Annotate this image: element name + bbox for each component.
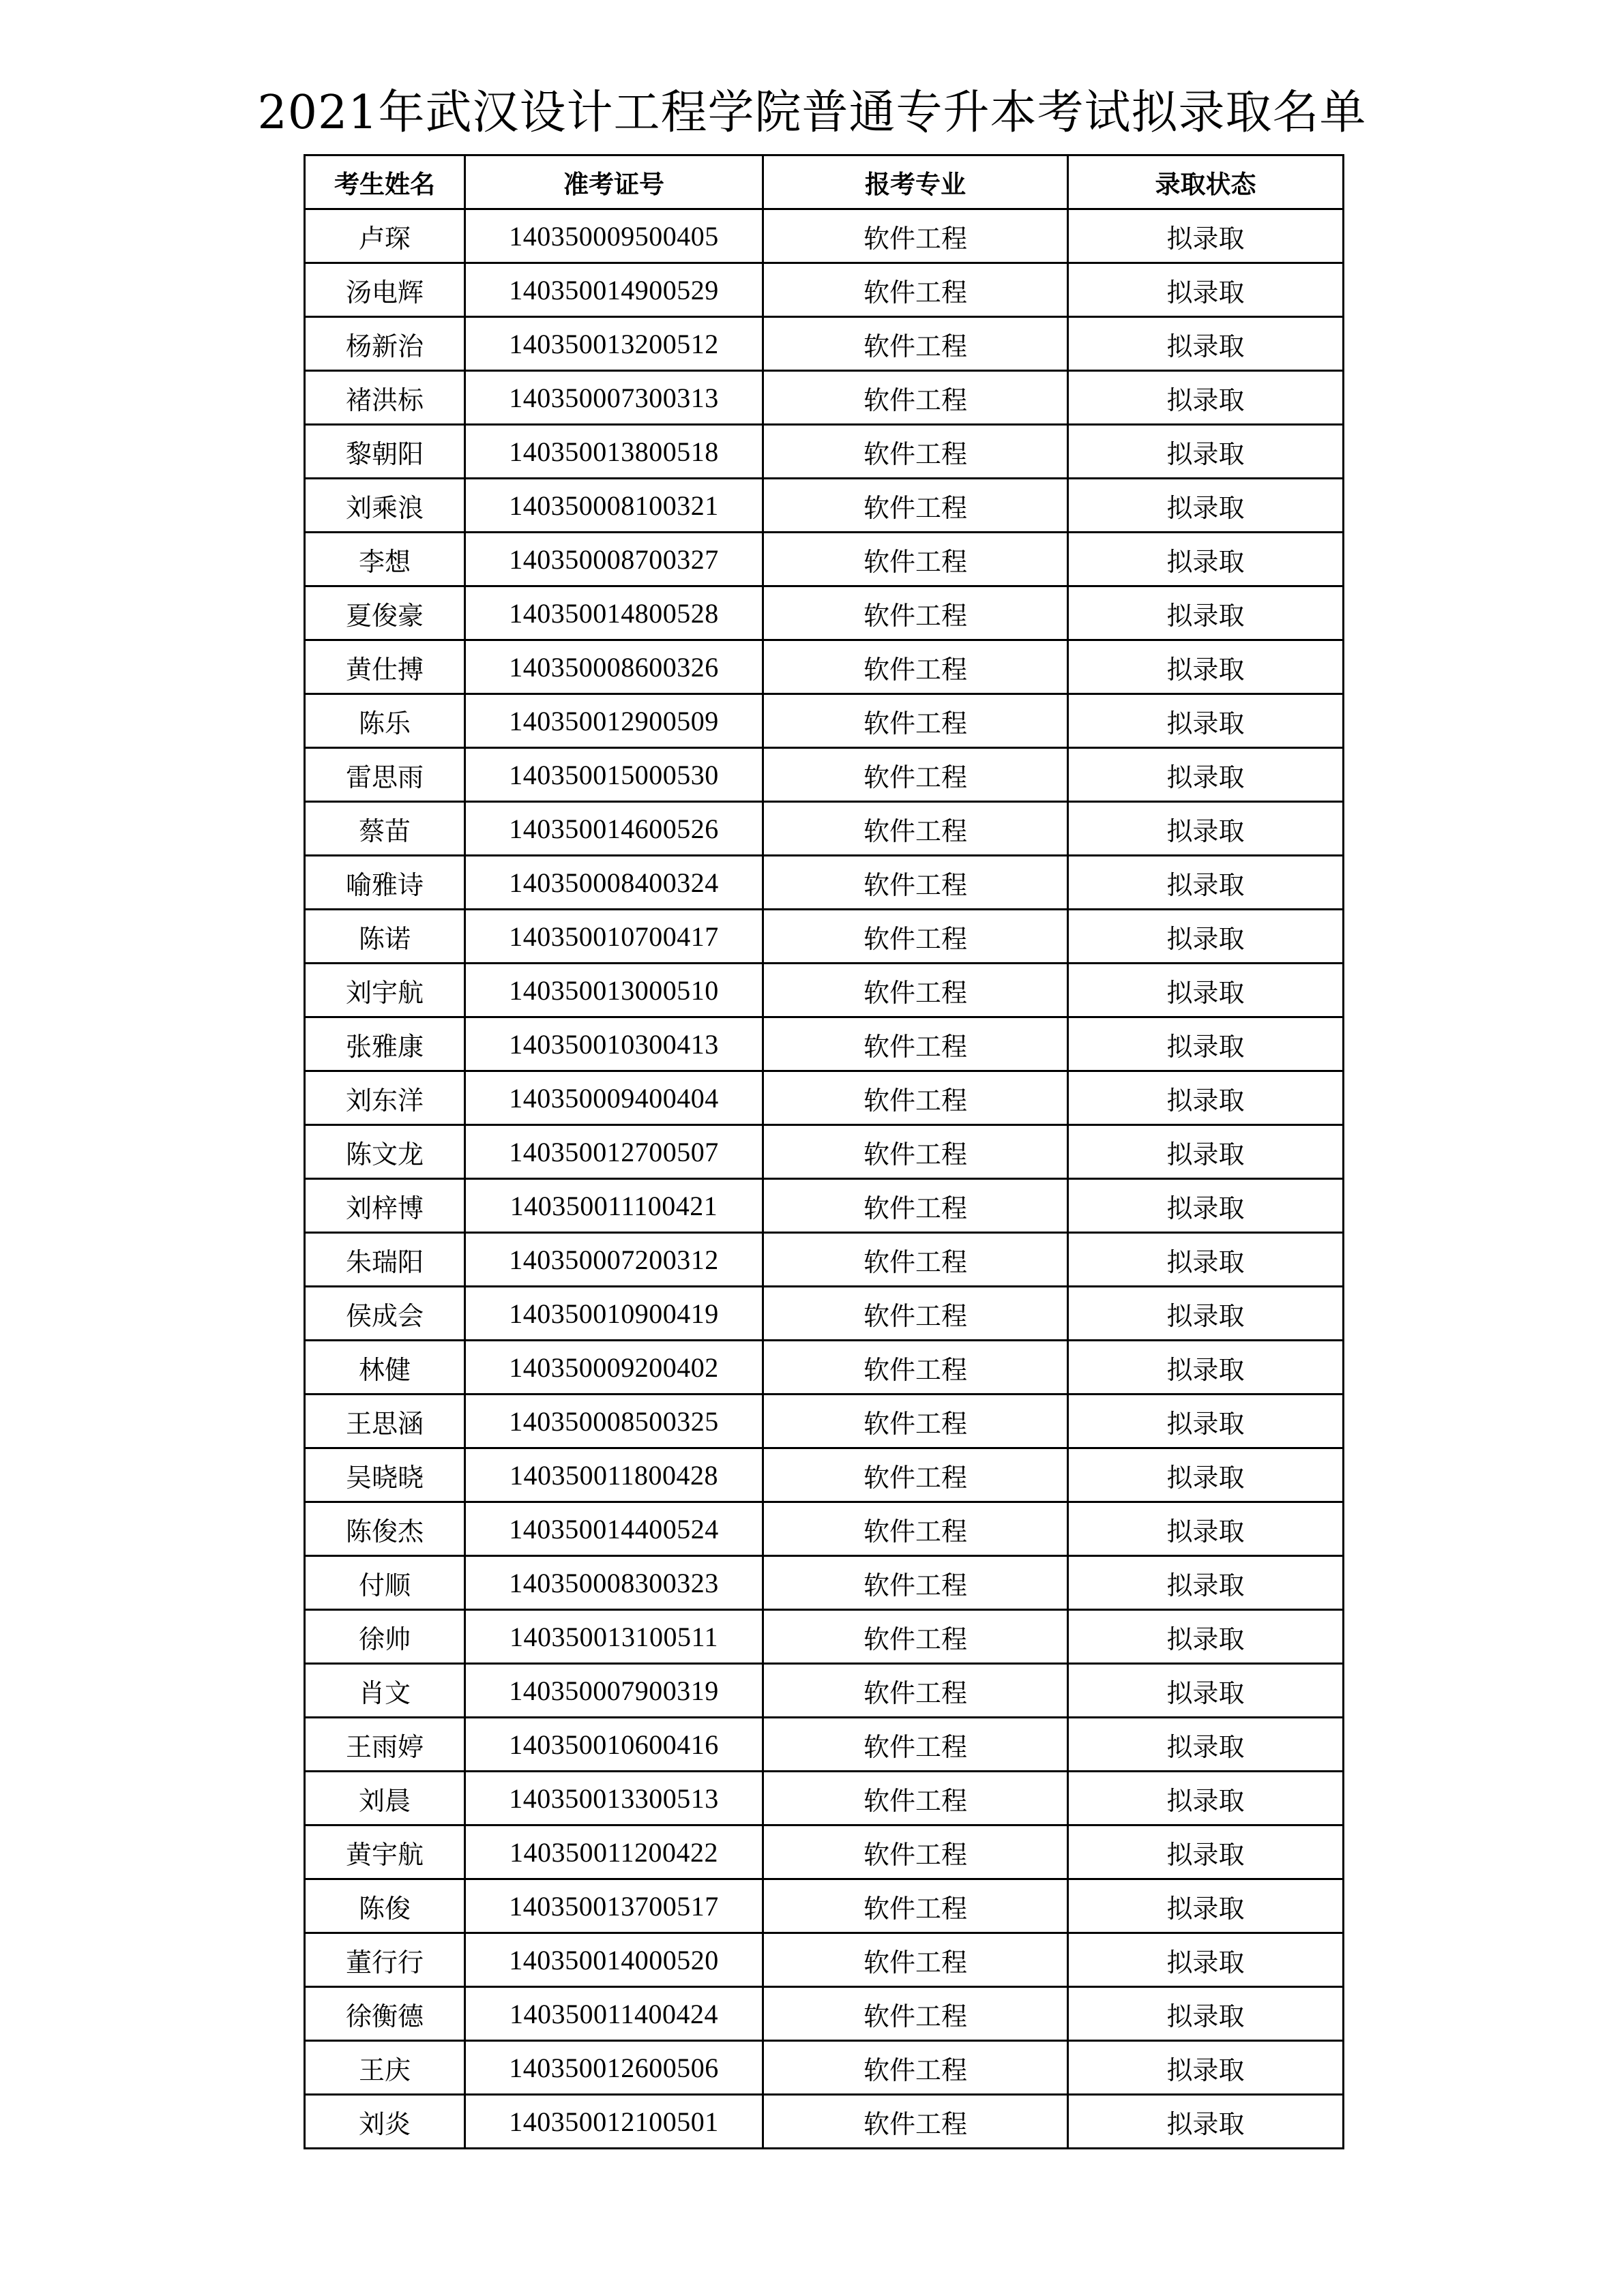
cell-name: 吴晓晓 [305,1448,465,1502]
table-row [305,371,1344,425]
cell-exam-id: 140350010900419 [465,1287,763,1341]
cell-major: 软件工程 [763,1718,1068,1772]
cell-major: 软件工程 [763,1341,1068,1395]
table-row [305,586,1344,640]
table-row [305,802,1344,856]
table-row [305,1502,1344,1556]
cell-major: 软件工程 [763,964,1068,1017]
cell-exam-id: 140350010300413 [465,1017,763,1071]
cell-status: 拟录取 [1068,1448,1344,1502]
cell-status: 拟录取 [1068,533,1344,586]
admission-table [304,154,1344,2149]
table-row [305,1448,1344,1502]
cell-status: 拟录取 [1068,694,1344,748]
cell-exam-id: 140350008100321 [465,479,763,533]
cell-name: 陈诺 [305,910,465,964]
cell-status: 拟录取 [1068,1825,1344,1879]
cell-name: 刘炎 [305,2095,465,2149]
cell-major: 软件工程 [763,1502,1068,1556]
column-header-major: 报考专业 [763,155,1068,209]
cell-major: 软件工程 [763,1825,1068,1879]
cell-name: 褚洪标 [305,371,465,425]
cell-major: 软件工程 [763,425,1068,479]
cell-exam-id: 140350011800428 [465,1448,763,1502]
cell-status: 拟录取 [1068,910,1344,964]
header-row [305,155,1344,209]
cell-name: 刘梓博 [305,1179,465,1233]
table-row [305,1341,1344,1395]
table-row [305,479,1344,533]
cell-exam-id: 140350013100511 [465,1610,763,1664]
cell-name: 刘乘浪 [305,479,465,533]
cell-status: 拟录取 [1068,748,1344,802]
cell-major: 软件工程 [763,856,1068,910]
cell-status: 拟录取 [1068,2041,1344,2095]
cell-status: 拟录取 [1068,317,1344,371]
cell-exam-id: 140350012100501 [465,2095,763,2149]
cell-major: 软件工程 [763,694,1068,748]
table-row [305,910,1344,964]
cell-name: 夏俊豪 [305,586,465,640]
table-row [305,1287,1344,1341]
table-row [305,209,1344,263]
cell-status: 拟录取 [1068,1664,1344,1718]
cell-status: 拟录取 [1068,1879,1344,1933]
cell-major: 软件工程 [763,1879,1068,1933]
cell-name: 陈俊杰 [305,1502,465,1556]
cell-name: 朱瑞阳 [305,1233,465,1287]
cell-name: 付顺 [305,1556,465,1610]
cell-status: 拟录取 [1068,1341,1344,1395]
cell-major: 软件工程 [763,1933,1068,1987]
table-row [305,1233,1344,1287]
cell-exam-id: 140350014900529 [465,263,763,317]
cell-major: 软件工程 [763,910,1068,964]
cell-status: 拟录取 [1068,479,1344,533]
table-row [305,2041,1344,2095]
table-header [305,155,1344,209]
cell-exam-id: 140350014800528 [465,586,763,640]
table-row [305,1664,1344,1718]
page-title: 2021年武汉设计工程学院普通专升本考试拟录取名单 [257,86,1367,140]
table-row [305,317,1344,371]
cell-major: 软件工程 [763,1556,1068,1610]
cell-exam-id: 140350009200402 [465,1341,763,1395]
table-row [305,1879,1344,1933]
cell-exam-id: 140350015000530 [465,748,763,802]
table-row [305,2095,1344,2149]
table-row [305,263,1344,317]
table-row [305,425,1344,479]
table-row [305,1718,1344,1772]
cell-exam-id: 140350011100421 [465,1179,763,1233]
column-header-exam-id: 准考证号 [465,155,763,209]
table-row [305,640,1344,694]
cell-name: 刘晨 [305,1772,465,1825]
cell-major: 软件工程 [763,1772,1068,1825]
table-row [305,1556,1344,1610]
cell-major: 软件工程 [763,1664,1068,1718]
cell-status: 拟录取 [1068,263,1344,317]
cell-major: 软件工程 [763,1610,1068,1664]
cell-exam-id: 140350009500405 [465,209,763,263]
cell-major: 软件工程 [763,748,1068,802]
cell-major: 软件工程 [763,1125,1068,1179]
cell-major: 软件工程 [763,586,1068,640]
cell-name: 陈文龙 [305,1125,465,1179]
cell-major: 软件工程 [763,479,1068,533]
cell-status: 拟录取 [1068,1395,1344,1448]
cell-exam-id: 140350013800518 [465,425,763,479]
cell-name: 徐帅 [305,1610,465,1664]
cell-status: 拟录取 [1068,371,1344,425]
cell-exam-id: 140350011400424 [465,1987,763,2041]
table-row [305,964,1344,1017]
cell-status: 拟录取 [1068,802,1344,856]
cell-status: 拟录取 [1068,209,1344,263]
cell-status: 拟录取 [1068,1556,1344,1610]
column-header-status: 录取状态 [1068,155,1344,209]
cell-name: 蔡苗 [305,802,465,856]
cell-exam-id: 140350008700327 [465,533,763,586]
cell-status: 拟录取 [1068,856,1344,910]
cell-exam-id: 140350014400524 [465,1502,763,1556]
cell-exam-id: 140350007300313 [465,371,763,425]
column-header-name: 考生姓名 [305,155,465,209]
cell-exam-id: 140350014600526 [465,802,763,856]
cell-name: 王思涵 [305,1395,465,1448]
cell-exam-id: 140350008600326 [465,640,763,694]
cell-status: 拟录取 [1068,1772,1344,1825]
cell-exam-id: 140350013700517 [465,1879,763,1933]
cell-name: 杨新治 [305,317,465,371]
table-row [305,1825,1344,1879]
cell-major: 软件工程 [763,371,1068,425]
table-row [305,1017,1344,1071]
cell-exam-id: 140350013000510 [465,964,763,1017]
cell-status: 拟录取 [1068,1502,1344,1556]
cell-name: 侯成会 [305,1287,465,1341]
cell-name: 雷思雨 [305,748,465,802]
cell-name: 张雅康 [305,1017,465,1071]
cell-name: 徐衡德 [305,1987,465,2041]
table-row [305,1179,1344,1233]
table-row [305,1987,1344,2041]
cell-major: 软件工程 [763,2095,1068,2149]
cell-name: 汤电辉 [305,263,465,317]
cell-name: 卢琛 [305,209,465,263]
table-body [305,209,1344,2149]
cell-exam-id: 140350008300323 [465,1556,763,1610]
cell-exam-id: 140350010700417 [465,910,763,964]
table-row [305,1125,1344,1179]
cell-status: 拟录取 [1068,1987,1344,2041]
cell-exam-id: 140350008400324 [465,856,763,910]
cell-exam-id: 140350007200312 [465,1233,763,1287]
cell-status: 拟录取 [1068,1179,1344,1233]
cell-status: 拟录取 [1068,1718,1344,1772]
table-row [305,1395,1344,1448]
cell-name: 肖文 [305,1664,465,1718]
cell-major: 软件工程 [763,1233,1068,1287]
cell-major: 软件工程 [763,802,1068,856]
cell-exam-id: 140350009400404 [465,1071,763,1125]
cell-exam-id: 140350013300513 [465,1772,763,1825]
cell-status: 拟录取 [1068,1125,1344,1179]
cell-status: 拟录取 [1068,2095,1344,2149]
cell-exam-id: 140350014000520 [465,1933,763,1987]
cell-major: 软件工程 [763,640,1068,694]
cell-exam-id: 140350007900319 [465,1664,763,1718]
cell-major: 软件工程 [763,1287,1068,1341]
table-row [305,1772,1344,1825]
cell-major: 软件工程 [763,209,1068,263]
cell-status: 拟录取 [1068,640,1344,694]
cell-name: 王庆 [305,2041,465,2095]
cell-name: 刘宇航 [305,964,465,1017]
cell-status: 拟录取 [1068,1017,1344,1071]
cell-exam-id: 140350012700507 [465,1125,763,1179]
cell-name: 黄仕搏 [305,640,465,694]
table-row [305,694,1344,748]
cell-major: 软件工程 [763,533,1068,586]
cell-exam-id: 140350012600506 [465,2041,763,2095]
cell-exam-id: 140350012900509 [465,694,763,748]
cell-major: 软件工程 [763,1987,1068,2041]
cell-status: 拟录取 [1068,1233,1344,1287]
cell-exam-id: 140350010600416 [465,1718,763,1772]
cell-name: 李想 [305,533,465,586]
cell-major: 软件工程 [763,263,1068,317]
cell-major: 软件工程 [763,1448,1068,1502]
cell-status: 拟录取 [1068,964,1344,1017]
table-row [305,748,1344,802]
cell-name: 刘东洋 [305,1071,465,1125]
cell-name: 喻雅诗 [305,856,465,910]
cell-status: 拟录取 [1068,425,1344,479]
cell-status: 拟录取 [1068,1287,1344,1341]
cell-name: 林健 [305,1341,465,1395]
table-row [305,1610,1344,1664]
cell-major: 软件工程 [763,2041,1068,2095]
table-row [305,1933,1344,1987]
cell-exam-id: 140350013200512 [465,317,763,371]
cell-name: 黎朝阳 [305,425,465,479]
cell-status: 拟录取 [1068,586,1344,640]
cell-name: 王雨婷 [305,1718,465,1772]
cell-name: 董行行 [305,1933,465,1987]
table-row [305,856,1344,910]
cell-major: 软件工程 [763,1395,1068,1448]
table-row [305,1071,1344,1125]
cell-status: 拟录取 [1068,1610,1344,1664]
cell-name: 陈俊 [305,1879,465,1933]
cell-status: 拟录取 [1068,1933,1344,1987]
cell-status: 拟录取 [1068,1071,1344,1125]
table-row [305,533,1344,586]
cell-name: 陈乐 [305,694,465,748]
cell-major: 软件工程 [763,317,1068,371]
cell-major: 软件工程 [763,1179,1068,1233]
cell-exam-id: 140350008500325 [465,1395,763,1448]
cell-name: 黄宇航 [305,1825,465,1879]
cell-major: 软件工程 [763,1017,1068,1071]
cell-exam-id: 140350011200422 [465,1825,763,1879]
cell-major: 软件工程 [763,1071,1068,1125]
